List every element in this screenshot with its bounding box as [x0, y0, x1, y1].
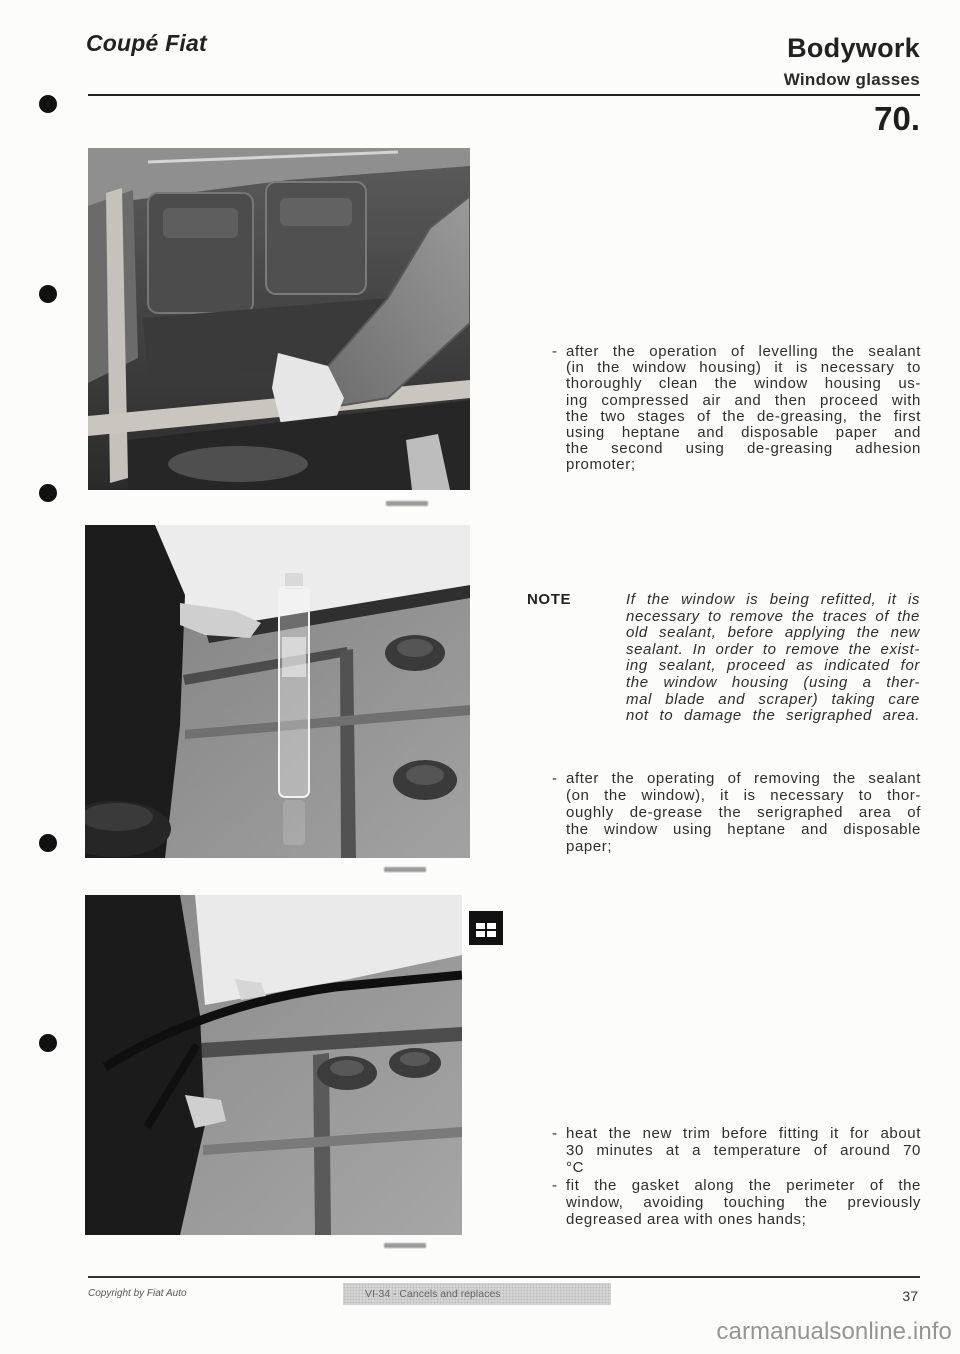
step-text-line: fit the gasket along the perimeter of the [566, 1177, 921, 1194]
step-bullet: - [552, 343, 558, 360]
step-text-line: thoroughly clean the window housing us- [566, 375, 921, 393]
chapter-number: 70. [874, 100, 920, 137]
step-text-line: heat the new trim before fitting it for about [566, 1125, 921, 1142]
photo-degreasing-window [85, 525, 470, 858]
photo-code-mark [386, 501, 428, 506]
copyright-notice: Copyright by Fiat Auto [88, 1288, 187, 1299]
heptane-bottle [279, 587, 309, 797]
photo-code-mark [384, 867, 426, 872]
photo-code-mark [384, 1243, 426, 1248]
binder-hole [39, 285, 57, 303]
step-degrease-window [552, 770, 921, 855]
supersedes-notice: VI-34 - Cancels and replaces [343, 1283, 611, 1305]
note-label: NOTE [527, 591, 572, 608]
step-text-line: °C [566, 1159, 585, 1177]
photo-fitting-gasket [85, 895, 462, 1235]
note-text-line: mal blade and scraper) taking care [626, 690, 920, 708]
step-text-line: the two stages of the de-greasing, the first [566, 407, 921, 425]
photo-cleaning-window-housing [88, 148, 470, 490]
binder-hole [39, 1034, 57, 1052]
step-text-line: 30 minutes at a temperature of around 70 [566, 1142, 921, 1160]
note-text-line: sealant. In order to remove the exist- [626, 640, 920, 658]
header-rule [88, 94, 920, 96]
step-text-line: degreased area with ones hands; [566, 1211, 807, 1229]
note-text-line: ing sealant, proceed as indicated for [626, 657, 920, 675]
binder-hole [39, 95, 57, 113]
binder-hole [39, 484, 57, 502]
step-bullet: - [552, 1125, 558, 1142]
note-text-line: old sealant, before applying the new [626, 624, 920, 642]
note-text [626, 592, 920, 725]
manual-brand-title: Coupé Fiat [86, 30, 207, 56]
table-icon [469, 911, 503, 945]
step-bullet: - [552, 770, 558, 787]
binder-hole [39, 834, 57, 852]
note-text-line: If the window is being refitted, it is [626, 591, 920, 608]
site-watermark: carmanualsonline.info [716, 1318, 952, 1345]
subsection-title: Window glasses [783, 70, 920, 89]
step-clean-window-housing [552, 343, 921, 474]
step-text-line: oughly de-grease the serigraphed area of [566, 804, 921, 821]
page-number: 37 [902, 1288, 918, 1304]
step-text-line: promoter; [566, 456, 636, 474]
footer-rule [88, 1276, 920, 1278]
step-text-line: the second using de-greasing adhesion [566, 440, 921, 458]
step-fit-gasket [552, 1177, 921, 1229]
step-bullet: - [552, 1177, 558, 1194]
step-text-line: window, avoiding touching the previously [566, 1194, 921, 1212]
step-text-line: using heptane and disposable paper and [566, 423, 921, 441]
step-text-line: the window using heptane and disposable [566, 821, 921, 838]
step-text-line: after the operation of levelling the sealant [566, 343, 921, 360]
section-title: Bodywork [787, 33, 920, 63]
photo-degreasing-window-image [85, 525, 470, 858]
note-text-line: not to damage the serigraphed area. [626, 707, 920, 725]
photo-fitting-gasket-image [85, 895, 462, 1235]
note-text-line: the window housing (using a ther- [626, 673, 920, 691]
photo-cleaning-window-housing-image [88, 148, 470, 490]
step-heat-trim [552, 1125, 921, 1177]
step-text-line: paper; [566, 838, 613, 855]
step-text-line: after the operating of removing the sealant [566, 770, 921, 787]
note-text-line: necessary to remove the traces of the [626, 607, 920, 625]
step-text-line: ing compressed air and then proceed with [566, 391, 921, 409]
step-text-line: (on the window), it is necessary to thor- [566, 787, 921, 804]
step-text-line: (in the window housing) it is necessary to [566, 359, 921, 377]
